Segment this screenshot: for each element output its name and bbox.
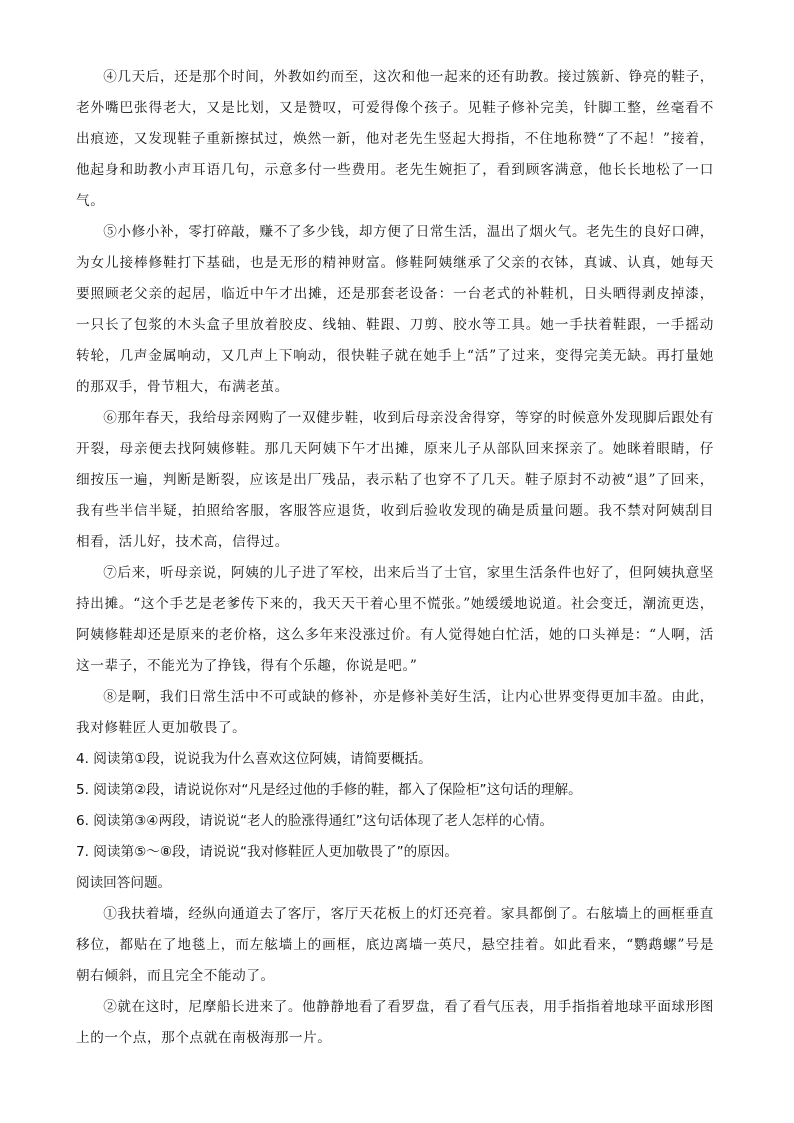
section-heading: 阅读回答问题。 (76, 875, 172, 891)
passage-two (76, 899, 714, 1054)
passage-one (76, 62, 714, 744)
question-7: 7. 阅读第⑤～⑧段，请说说“我对修鞋匠人更加敬畏了”的原因。 (76, 844, 458, 860)
passage-two-paragraph-1: ①我扶着墙，经纵向通道去了客厅，客厅天花板上的灯还亮着。家具都倒了。右舷墙上的画框垂直移位，都贴在了地毯上，而左舷墙上的画框，底边离墙一英尺，悬空挂着。如此看来，“鹦鹉螺”号是朝右倾斜，而且完全不能动了。 (76, 906, 714, 984)
paragraph-7: ⑦后来，听母亲说，阿姨的儿子进了军校，出来后当了士官，家里生活条件也好了，但阿姨执意坚持出摊。“这个手艺是老爹传下来的，我天天干着心里不慌张。”她缓缓地说道。社会变迁，潮流更迭，阿姨修鞋却还是原来的老价格，这么多年来没涨过价。有人觉得她白忙活，她的口头禅是：“人啊，活这一辈子，不能光为了挣钱，得有个乐趣，你说是吧。” (76, 565, 714, 674)
passage-two-paragraph-2: ②就在这时，尼摩船长进来了。他静静地看了看罗盘，看了看气压表，用手指指着地球平面球形图上的一个点，那个点就在南极海那一片。 (76, 999, 714, 1046)
question-6: 6. 阅读第③④两段，请说说“老人的脸涨得通红”这句话体现了老人怎样的心情。 (76, 813, 554, 829)
paragraph-8: ⑧是啊，我们日常生活中不可或缺的修补，亦是修补美好生活，让内心世界变得更加丰盈。由此，我对修鞋匠人更加敬畏了。 (76, 689, 714, 736)
paragraph-6: ⑥那年春天，我给母亲网购了一双健步鞋，收到后母亲没舍得穿，等穿的时候意外发现脚后跟处有开裂，母亲便去找阿姨修鞋。那几天阿姨下午才出摊，原来儿子从部队回来探亲了。她眯着眼睛，仔细按压一遍，判断是断裂，应该是出厂残品，表示粘了也穿不了几天。鞋子原封不动被“退”了回来，我有些半信半疑，拍照给客服，客服答应退货，收到后验收发现的确是质量问题。我不禁对阿姨刮目相看，活儿好，技术高，信得过。 (76, 410, 714, 550)
question-4: 4. 阅读第①段，说说我为什么喜欢这位阿姨，请简要概括。 (76, 751, 432, 767)
paragraph-5: ⑤小修小补，零打碎敲，赚不了多少钱，却方便了日常生活，温出了烟火气。老先生的良好口碑，为女儿接棒修鞋打下基础，也是无形的精神财富。修鞋阿姨继承了父亲的衣钵，真诚、认真，她每天要照顾老父亲的起居，临近中午才出摊，还是那套老设备：一台老式的补鞋机，日头晒得剥皮掉漆，一只长了包浆的木头盒子里放着胶皮、线轴、鞋跟、刀剪、胶水等工具。她一手扶着鞋跟，一手摇动转轮，几声金属响动，又几声上下响动，很快鞋子就在她手上“活”了过来，变得完美无缺。再打量她的那双手，骨节粗大，布满老茧。 (76, 224, 714, 395)
paragraph-4: ④几天后，还是那个时间，外教如约而至，这次和他一起来的还有助教。接过簇新、铮亮的鞋子，老外嘴巴张得老大，又是比划，又是赞叹，可爱得像个孩子。见鞋子修补完美，针脚工整，丝毫看不出痕迹，又发现鞋子重新擦拭过，焕然一新，他对老先生竖起大拇指，不住地称赞“了不起！”接着，他起身和助教小声耳语几句，示意多付一些费用。老先生婉拒了，看到顾客满意，他长长地松了一口气。 (76, 69, 714, 209)
question-list (76, 744, 714, 868)
question-5: 5. 阅读第②段，请说说你对“凡是经过他的手修的鞋，都入了保险柜”这句话的理解。 (76, 782, 582, 798)
